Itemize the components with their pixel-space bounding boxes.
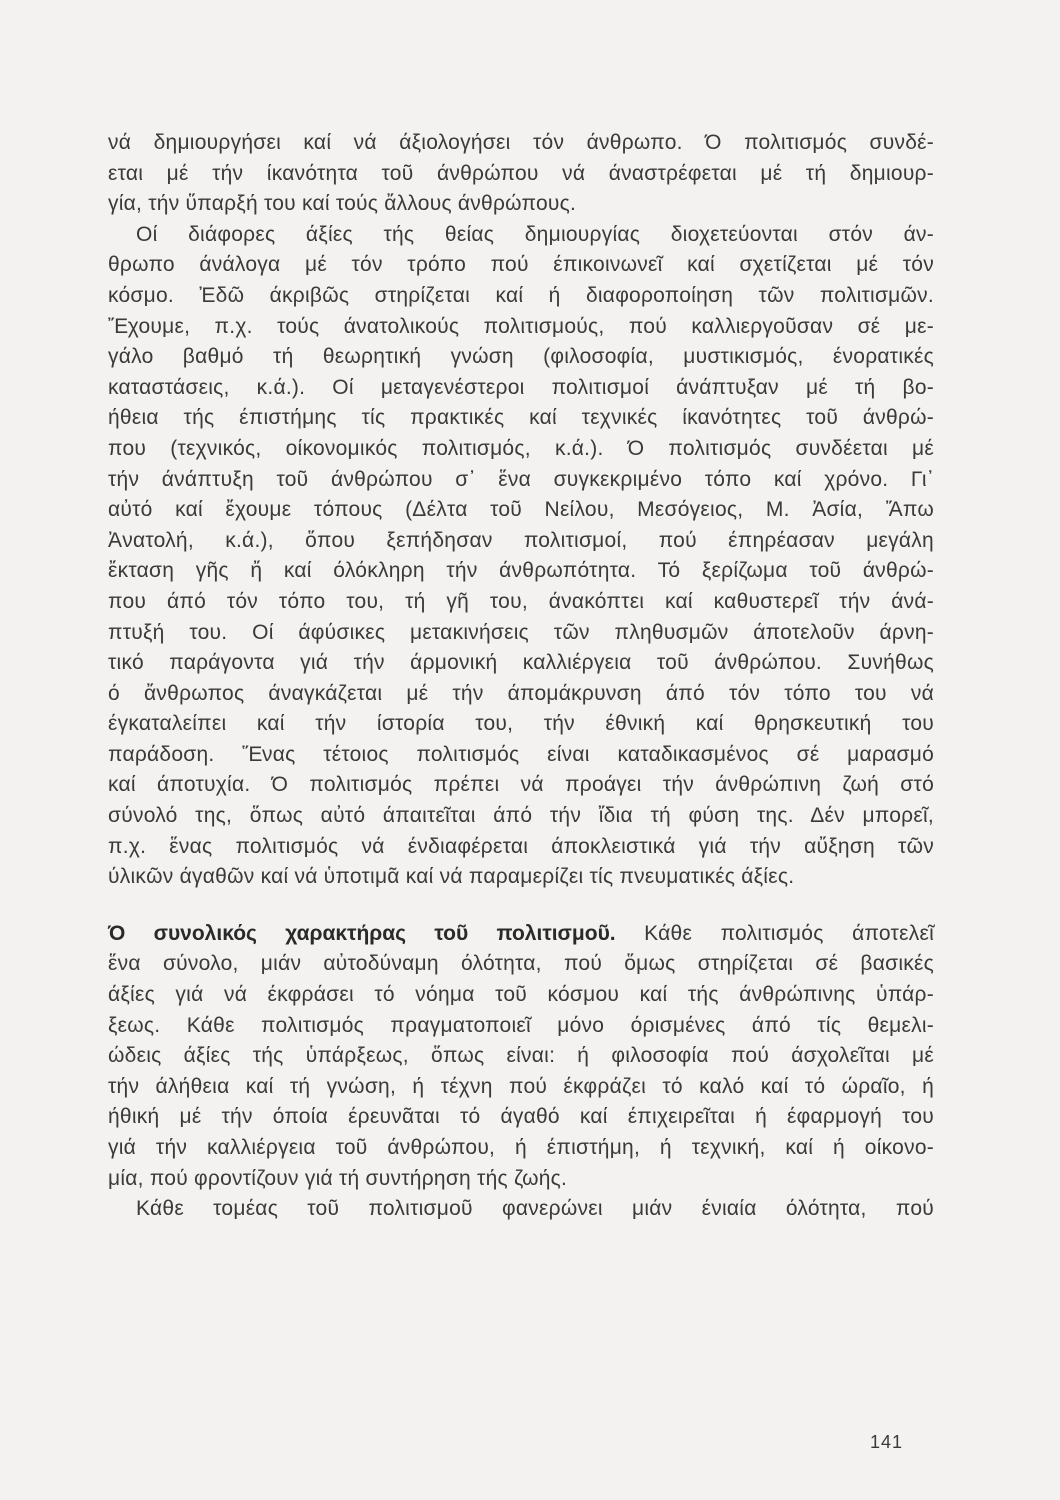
page-body (108, 128, 934, 1225)
text-line: Οί διάφορες άξίες τής θείας δημιουργίας διοχετεύονται στόν άν- (136, 222, 934, 246)
text-line: ξεως. Κάθε πολιτισμός πραγματοποιεῖ μόνο όρισμένες άπό τίς θεμελι- (108, 1013, 934, 1037)
text-line: ήθική μέ τήν όποία έρευνᾶται τό άγαθό καί έπιχειρεῖται ή έφαρμογή του (108, 1105, 934, 1129)
text-line: έγκαταλείπει καί τήν ίστορία του, τήν έθνική καί θρησκευτική του (108, 712, 934, 736)
text-line: καταστάσεις, κ.ά.). Οί μεταγενέστεροι πολιτισμοί άνάπτυξαν μέ τή βο- (108, 375, 934, 399)
paragraph-spacer (108, 893, 934, 919)
paragraph-3 (108, 919, 934, 1194)
text-line: παράδοση. Ἕνας τέτοιος πολιτισμός είναι καταδικασμένος σέ μαρασμό (108, 742, 934, 766)
text-line: ἕνα σύνολο, μιάν αὐτοδύναμη όλότητα, πού ὅμως στηρίζεται σέ βασικές (108, 952, 934, 976)
text-line: π.χ. ἕνας πολιτισμός νά ένδιαφέρεται άποκλειστικά γιά τήν αὔξηση τῶν (108, 834, 934, 858)
text-line: γάλο βαθμό τή θεωρητική γνώση (φιλοσοφία, μυστικισμός, ένορατικές (108, 345, 934, 369)
text-line: θρωπο άνάλογα μέ τόν τρόπο πού έπικοινωνεῖ καί σχετίζεται μέ τόν (108, 253, 934, 277)
text-line: άξίες γιά νά έκφράσει τό νόημα τοῦ κόσμου καί τής άνθρώπινης ὑπάρ- (108, 983, 934, 1007)
text-line: που (τεχνικός, οίκονομικός πολιτισμός, κ.ά.). Ό πολιτισμός συνδέεται μέ (108, 436, 934, 460)
text-line: καί άποτυχία. Ό πολιτισμός πρέπει νά προάγει τήν άνθρώπινη ζωή στό (108, 773, 934, 797)
paragraph-2 (108, 220, 934, 893)
heading-line-text: Κάθε πολιτισμός άποτελεῖ (615, 921, 934, 945)
text-line: ό ἄνθρωπος άναγκάζεται μέ τήν άπομάκρυνση άπό τόν τόπο του νά (108, 681, 934, 705)
text-line (108, 919, 934, 950)
text-line: Κάθε τομέας τοῦ πολιτισμοῦ φανερώνει μιάν ένιαία όλότητα, πού (136, 1197, 934, 1221)
text-line: Ἔχουμε, π.χ. τούς άνατολικούς πολιτισμούς, πού καλλιεργοῦσαν σέ με- (108, 314, 934, 338)
text-line: σύνολό της, ὅπως αὐτό άπαιτεῖται άπό τήν ἴδια τή φύση της. Δέν μπορεῖ, (108, 804, 934, 828)
text-line: αὐτό καί ἔχουμε τόπους (Δέλτα τοῦ Νείλου, Μεσόγειος, Μ. Ἀσία, Ἄπω (108, 498, 934, 522)
text-line: που άπό τόν τόπο του, τή γῆ του, άνακόπτει καί καθυστερεῖ τήν άνά- (108, 589, 934, 613)
paragraph-1 (108, 128, 934, 220)
section-heading: Ό συνολικός χαρακτήρας τοῦ πολιτισμοῦ. (108, 921, 616, 945)
text-line: ἔκταση γῆς ἤ καί όλόκληρη τήν άνθρωπότητα. Τό ξερίζωμα τοῦ άνθρώ- (108, 559, 934, 583)
text-line: ώδεις άξίες τής ὑπάρξεως, ὅπως είναι: ή φιλοσοφία πού άσχολεῖται μέ (108, 1044, 934, 1068)
text-line: ήθεια τής έπιστήμης τίς πρακτικές καί τεχνικές ίκανότητες τοῦ άνθρώ- (108, 406, 934, 430)
text-line: Ἀνατολή, κ.ά.), ὅπου ξεπήδησαν πολιτισμοί, πού έπηρέασαν μεγάλη (108, 528, 934, 552)
page-number: 141 (870, 1432, 904, 1452)
text-line: τικό παράγοντα γιά τήν άρμονική καλλιέργεια τοῦ άνθρώπου. Συνήθως (108, 651, 934, 675)
text-line: τήν άλήθεια καί τή γνώση, ή τέχνη πού έκφράζει τό καλό καί τό ώραῖο, ή (108, 1074, 934, 1098)
paragraph-4 (108, 1194, 934, 1225)
text-line: ύλικῶν άγαθῶν καί νά ὑποτιμᾶ καί νά παραμερίζει τίς πνευματικές άξίες. (108, 865, 795, 889)
text-line: νά δημιουργήσει καί νά άξιολογήσει τόν άνθρωπο. Ό πολιτισμός συνδέ- (108, 131, 934, 154)
text-line: μία, πού φροντίζουν γιά τή συντήρηση τής ζωής. (108, 1166, 568, 1190)
text-line: γιά τήν καλλιέργεια τοῦ άνθρώπου, ή έπιστήμη, ή τεχνική, καί ή οίκονο- (108, 1136, 934, 1159)
text-line: τήν άνάπτυξη τοῦ άνθρώπου σ᾽ ἕνα συγκεκριμένο τόπο καί χρόνο. Γι᾽ (108, 467, 934, 491)
text-line: γία, τήν ὕπαρξή του καί τούς ἄλλους άνθρώπους. (108, 192, 577, 216)
text-line: κόσμο. Ἐδῶ άκριβῶς στηρίζεται καί ή διαφοροποίηση τῶν πολιτισμῶν. (108, 283, 934, 307)
text-line: πτυξή του. Οί άφύσικες μετακινήσεις τῶν πληθυσμῶν άποτελοῦν άρνη- (108, 620, 934, 644)
text-line: εται μέ τήν ίκανότητα τοῦ άνθρώπου νά άναστρέφεται μέ τή δημιουρ- (108, 161, 934, 185)
